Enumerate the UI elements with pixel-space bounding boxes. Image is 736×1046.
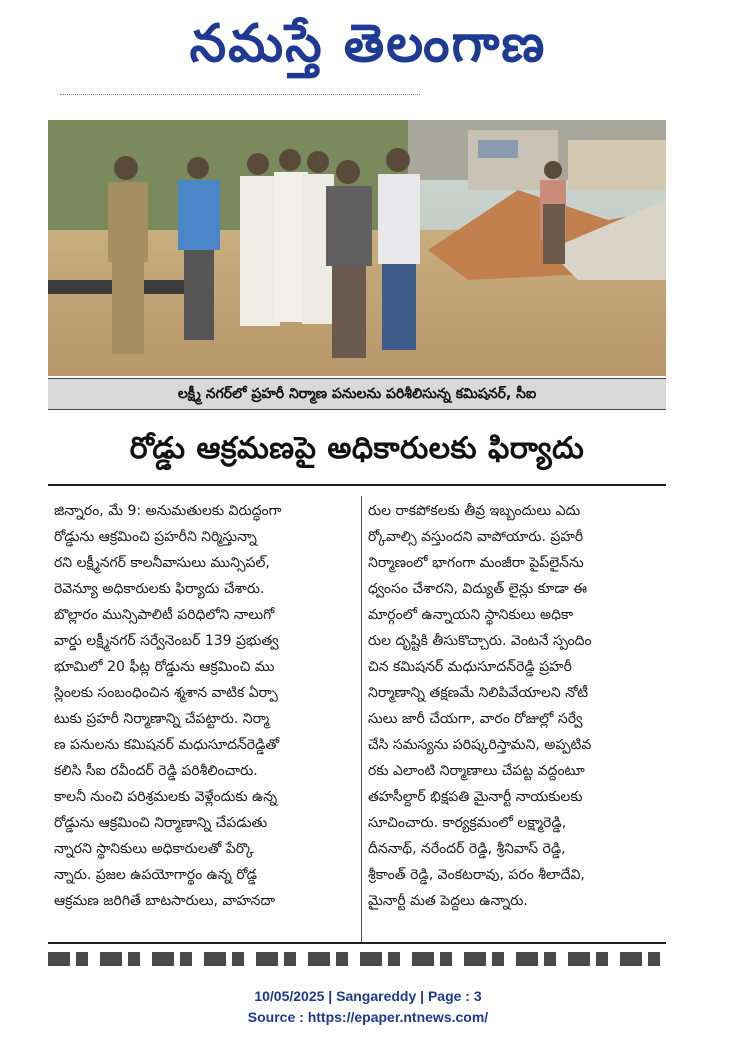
article-line: వార్డు లక్ష్మీనగర్ సర్వేనెంబర్ 139 ప్రభుత్వ: [54, 633, 279, 649]
article-line: న్నారు. ప్రజల ఉపయోగార్థం ఉన్న రోడ్డ: [54, 867, 257, 883]
article-line: సూచించారు. కార్యక్రమంలో లక్ష్మారెడ్డి,: [368, 815, 567, 831]
article-line: స్లింలకు సంబంధించిన శ్మశాన వాటిక ఏర్పా: [54, 685, 278, 701]
article-line: మైనార్టీ మత పెద్దలు ఉన్నారు.: [368, 893, 528, 909]
footer-date-edition: 10/05/2025 | Sangareddy | Page : 3: [254, 988, 482, 1004]
column-divider: [361, 496, 362, 944]
article-column-left: [54, 498, 360, 914]
news-photo: [48, 120, 666, 376]
article-line: రోడ్డును ఆక్రమించి నిర్మాణాన్ని చేపడుతు: [54, 815, 268, 831]
article-line: రని లక్ష్మీనగర్ కాలనీవాసులు మున్సిపల్,: [54, 555, 270, 571]
article-line: రుల రాకపోకలకు తీవ్ర ఇబ్బందులు ఎదు: [368, 503, 581, 519]
article-line: చేసి సమస్యను పరిష్కరిస్తామని, అప్పటివ: [368, 737, 592, 753]
article-line: రుల దృష్టికి తీసుకొచ్చారు. వెంటనే స్పందిం: [368, 633, 592, 649]
article-line: దీననాథ్, నరేందర్ రెడ్డి, శ్రీనివాస్ రెడ్డి,: [368, 841, 566, 857]
article-line: రెవెన్యూ అధికారులకు ఫిర్యాదు చేశారు.: [54, 581, 265, 597]
dateline-strip: [60, 94, 420, 101]
article-line: శ్రీకాంత్ రెడ్డి, వెంకటరావు, పరం శీలాదేవి,: [368, 867, 585, 883]
next-headline-cutoff: [48, 950, 666, 968]
article-line: కాలనీ నుంచి పరిశ్రమలకు వెళ్లేందుకు ఉన్న: [54, 789, 278, 805]
article-bottom-divider: [48, 942, 666, 944]
article-line: సులు జారీ చేయగా, వారం రోజుల్లో సర్వే: [368, 711, 583, 727]
article-line: కలిసి సీఐ రవీందర్ రెడ్డి పరిశీలించారు.: [54, 763, 258, 779]
article-line: ఆక్రమణ జరిగితే బాటసారులు, వాహనదా: [54, 893, 276, 909]
article-line: బొల్లారం మున్సిపాలిటీ పరిధిలోని నాలుగో: [54, 607, 275, 623]
article-line: తహసీల్దార్ భిక్షపతి మైనార్టీ నాయకులకు: [368, 789, 583, 805]
headline-divider: [48, 484, 666, 486]
article-line: భూమిలో 20 ఫీట్ల రోడ్డును ఆక్రమించి ము: [54, 659, 275, 675]
article-line: నిర్మాణంలో భాగంగా మంజీరా పైప్‌లైన్‌ను: [368, 555, 584, 571]
article-line: రకు ఎలాంటి నిర్మాణాలు చేపట్ట వద్దంటూ: [368, 763, 585, 779]
article-line: మార్గంలో ఉన్నాయని స్థానికులు అధికా: [368, 607, 574, 623]
article-line: ణ పనులను కమిషనర్ మధుసూదన్‌రెడ్డితో: [54, 737, 280, 753]
article-line: రోడ్డును ఆక్రమించి ప్రహరీని నిర్మిస్తున్నా: [54, 529, 257, 545]
photo-caption: లక్ష్మీ నగర్‌లో ప్రహరీ నిర్మాణ పనులను పరిశీలిసున్న కమిషనర్, సీఐ: [177, 386, 537, 402]
article-line: ధ్వంసం చేశారని, విద్యుత్ లైన్లు కూడా ఈ: [368, 581, 588, 597]
masthead-title: నమస్తే తెలంగాణ: [189, 13, 547, 74]
article-line: నిర్మాణాన్ని తక్షణమే నిలిపివేయాలని నోటీ: [368, 685, 589, 701]
article-line: చిన కమిషనర్ మధుసూదన్‌రెడ్డి ప్రహరీ: [368, 659, 572, 675]
article-headline: రోడ్డు ఆక్రమణపై అధికారులకు ఫిర్యాదు: [129, 431, 585, 466]
article-line: జిన్నారం, మే 9: అనుమతులకు విరుద్ధంగా: [54, 503, 282, 519]
article-line: ర్కోవాల్సి వస్తుందని వాపోయారు. ప్రహరీ: [368, 529, 584, 545]
photo-caption-bar: [48, 378, 666, 410]
footer-source: Source : https://epaper.ntnews.com/: [247, 1009, 489, 1025]
article-line: టుకు ప్రహరీ నిర్మాణాన్ని చేపట్టారు. నిర్మా: [54, 711, 270, 727]
article-column-right: [368, 498, 664, 914]
article-line: న్నారని స్థానికులు అధికారులతో పేర్కొ: [54, 841, 254, 857]
